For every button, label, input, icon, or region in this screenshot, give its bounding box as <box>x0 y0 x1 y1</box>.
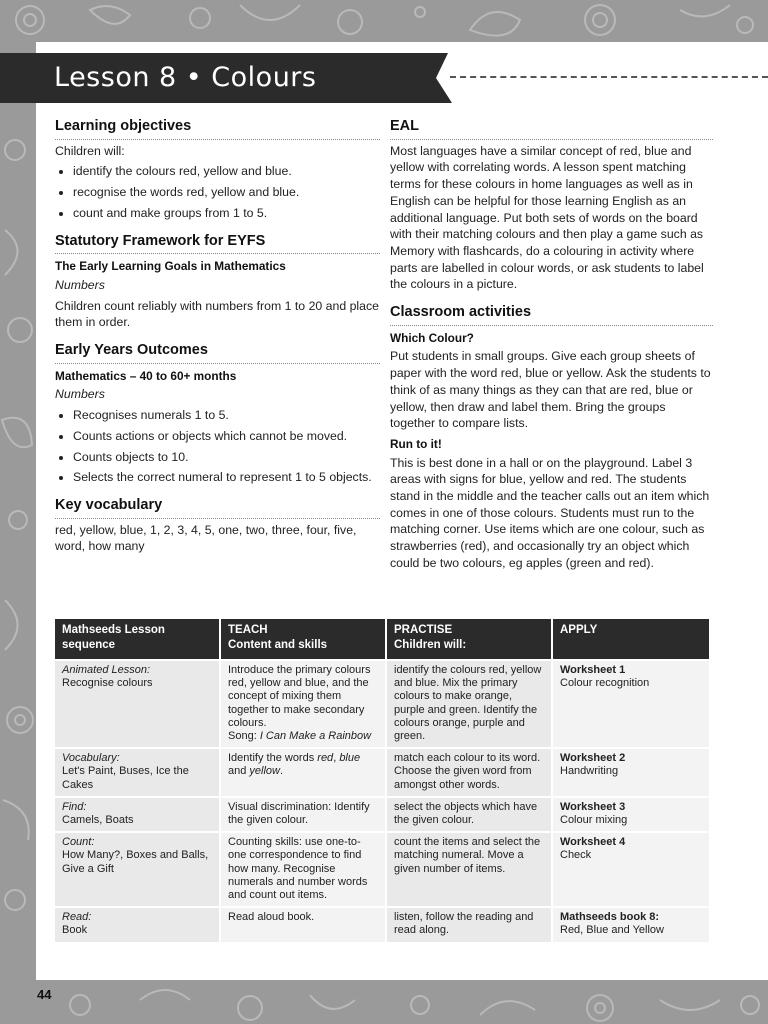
practise-cell: count the items and select the matching numeral. Move a given number of items. <box>387 833 551 906</box>
apply-title: Worksheet 3 <box>560 800 626 813</box>
eal-text: Most languages have a similar concept of red, blue and yellow with correlating words. A lesson spent matching terms for these colours in home languages as well as in English can be helpful for those learning English as an additional language. Put both sets of words on the board with their matching colours and then play a game such as Memory with flashcards, do a colouring in activity where parts are labelled in colour words, or ask students to label the colours in a picture. <box>390 143 704 292</box>
outcomes-list <box>55 407 380 486</box>
teach-cell: Identify the words red, blue and yellow. <box>221 749 385 796</box>
teach-text: Introduce the primary colours red, yellow and blue, and the concept of mixing them together to make secondary colours. <box>228 664 371 729</box>
table-header-row <box>55 619 709 659</box>
apply-desc: Red, Blue and Yellow <box>560 924 664 937</box>
activity-text: Put students in small groups. Give each group sheets of paper with the word red, blue or yellow. Ask the students to think of as many things as they can that are red, blue or yellow, then draw and label them. Bring the groups together to compare lists. <box>390 349 711 431</box>
teach-word: blue <box>339 752 361 765</box>
activity-text: This is best done in a hall or on the playground. Label 3 areas with signs for blue, yellow and red. The students stand in the middle and the teacher calls out an item which comes in one of those colours. Students must run to the matching corner. Use items which are one colour, such as strawberries (red), and occasionally try an object which could be two colours, eg apples (green and red). <box>390 455 710 570</box>
framework-heading: Statutory Framework for EYFS <box>55 233 380 255</box>
table-row <box>55 749 709 796</box>
lesson-title: Lesson 8 • Colours <box>54 62 317 93</box>
list-item: • identify the colours red, yellow and blue. <box>73 163 380 180</box>
apply-desc: Colour mixing <box>560 814 628 827</box>
song-title: I Can Make a Rainbow <box>259 730 372 743</box>
apply-title: Mathseeds book 8: <box>560 911 660 924</box>
song-label: Song: <box>228 730 257 743</box>
table-row <box>55 908 709 941</box>
practise-cell: select the objects which have the given colour. <box>387 798 551 831</box>
eal-section <box>390 118 713 293</box>
objectives-intro: Children will: <box>55 143 125 158</box>
framework-text: Children count reliably with numbers from 1 to 20 and place them in order. <box>55 298 379 330</box>
header-line: sequence <box>62 639 116 651</box>
table-row <box>55 833 709 906</box>
sequence-type: Animated Lesson: <box>62 664 151 676</box>
activities-heading: Classroom activities <box>390 304 713 326</box>
header-line: PRACTISE <box>394 624 453 636</box>
sequence-type: Find: <box>62 800 87 813</box>
activities-section <box>390 304 713 572</box>
framework-subheading: The Early Learning Goals in Mathematics <box>55 259 286 274</box>
page-number: 44 <box>37 987 52 1002</box>
table-header <box>387 619 551 659</box>
sequence-desc: Camels, Boats <box>62 814 134 827</box>
table-row <box>55 661 709 747</box>
outcomes-subheading: Mathematics – 40 to 60+ months <box>55 368 237 383</box>
sequence-type: Vocabulary: <box>62 752 120 765</box>
outcomes-category: Numbers <box>55 387 105 402</box>
teach-word: yellow <box>249 765 280 778</box>
practise-cell: listen, follow the reading and read along. <box>387 908 551 941</box>
teach-word: red <box>317 752 334 765</box>
vocabulary-text: red, yellow, blue, 1, 2, 3, 4, 5, one, two, three, four, five, word, how many <box>55 522 357 554</box>
sequence-cell <box>55 798 219 831</box>
practise-cell: identify the colours red, yellow and blue. Mix the primary colours to make orange, purple and green. Identify the colours orange, purple and green. <box>387 661 551 747</box>
apply-title: Worksheet 1 <box>560 664 626 676</box>
outcomes-heading: Early Years Outcomes <box>55 342 380 364</box>
header-line: Mathseeds Lesson <box>62 624 165 636</box>
list-item: • recognise the words red, yellow and blue. <box>73 184 380 201</box>
teach-cell <box>221 661 385 747</box>
sequence-desc: Let's Paint, Buses, Ice the Cakes <box>62 765 189 791</box>
outcomes-section <box>55 342 380 486</box>
teach-cell: Counting skills: use one-to-one correspondence to find how many. Recognise numerals and number words and count out items. <box>221 833 385 906</box>
right-column <box>390 118 713 583</box>
teach-text: Identify the words <box>228 752 315 765</box>
activity-title: Run to it! <box>390 436 442 451</box>
sequence-cell <box>55 908 219 941</box>
sequence-cell <box>55 749 219 796</box>
sequence-desc: How Many?, Boxes and Balls, Give a Gift <box>62 849 209 875</box>
sequence-type: Count: <box>62 836 95 849</box>
header-line: Content and skills <box>228 639 328 651</box>
left-column <box>55 118 380 566</box>
list-item: • count and make groups from 1 to 5. <box>73 205 380 222</box>
table-header <box>55 619 219 659</box>
table-header <box>553 619 709 659</box>
list-item: • Counts objects to 10. <box>73 449 380 466</box>
learning-objectives-section <box>55 118 380 222</box>
apply-cell <box>553 749 709 796</box>
title-divider <box>450 76 768 78</box>
eal-heading: EAL <box>390 118 713 140</box>
framework-section <box>55 233 380 332</box>
framework-category: Numbers <box>55 277 105 292</box>
list-item: • Recognises numerals 1 to 5. <box>73 407 380 424</box>
apply-cell <box>553 798 709 831</box>
table-header <box>221 619 385 659</box>
header-line: TEACH <box>228 624 268 636</box>
teach-song <box>228 730 378 743</box>
activity-title: Which Colour? <box>390 330 474 345</box>
header-line: Children will: <box>394 639 467 651</box>
vocabulary-heading: Key vocabulary <box>55 497 380 519</box>
teach-cell: Read aloud book. <box>221 908 385 941</box>
sequence-desc: Recognise colours <box>62 677 153 690</box>
table-row <box>55 798 709 831</box>
header-line: APPLY <box>560 624 598 636</box>
apply-desc: Check <box>560 849 592 862</box>
sequence-cell <box>55 833 219 906</box>
apply-cell <box>553 908 709 941</box>
apply-cell <box>553 661 709 747</box>
apply-title: Worksheet 4 <box>560 836 626 849</box>
sequence-type: Read: <box>62 911 92 924</box>
sequence-cell <box>55 661 219 747</box>
apply-desc: Colour recognition <box>560 677 650 690</box>
apply-cell <box>553 833 709 906</box>
practise-cell: match each colour to its word. Choose the given word from amongst other words. <box>387 749 551 796</box>
sequence-desc: Book <box>62 924 88 937</box>
list-item: • Selects the correct numeral to represent 1 to 5 objects. <box>73 469 380 486</box>
teach-text: and <box>228 765 247 778</box>
teach-cell: Visual discrimination: Identify the given colour. <box>221 798 385 831</box>
learning-objectives-heading: Learning objectives <box>55 118 380 140</box>
apply-title: Worksheet 2 <box>560 752 626 765</box>
apply-desc: Handwriting <box>560 765 619 778</box>
lesson-sequence-table <box>53 617 711 944</box>
list-item: • Counts actions or objects which cannot be moved. <box>73 428 380 445</box>
objectives-list <box>55 163 380 221</box>
vocabulary-section <box>55 497 380 555</box>
